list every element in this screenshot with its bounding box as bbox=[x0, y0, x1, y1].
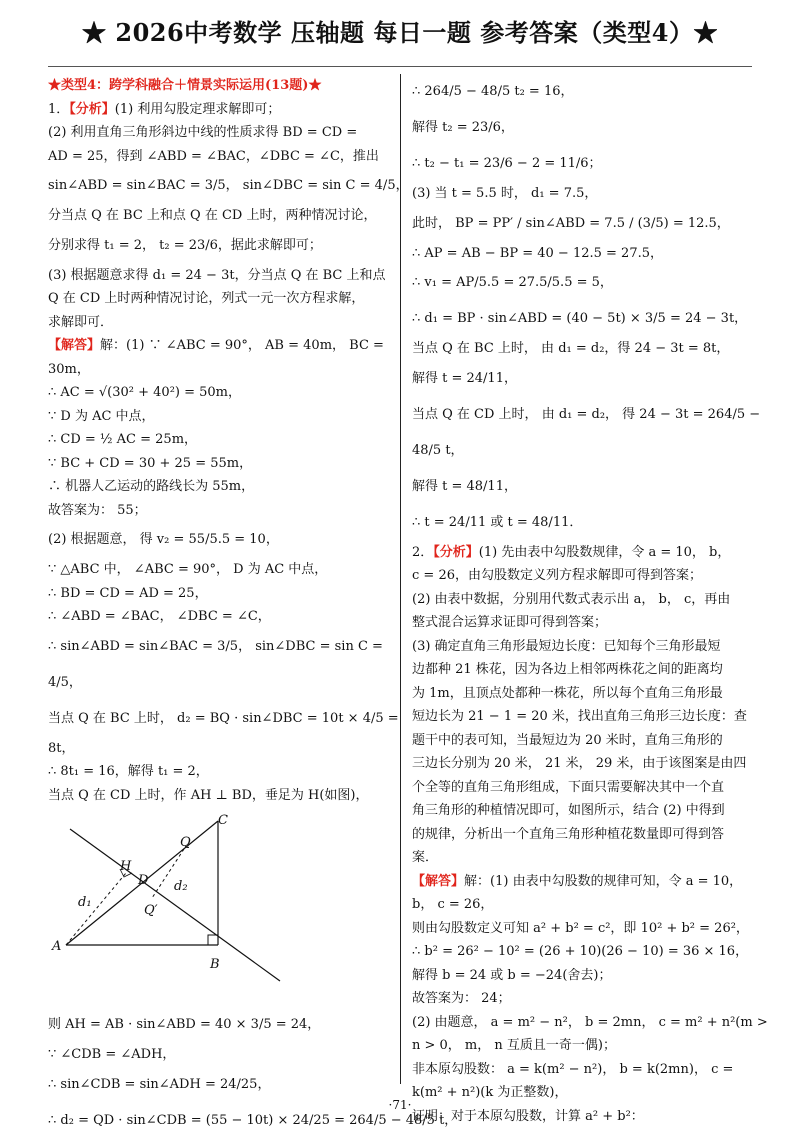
text-line bbox=[48, 737, 390, 761]
text-line bbox=[412, 182, 754, 206]
text-line bbox=[412, 397, 761, 433]
line-text: sin∠ABD = sin∠BAC = 3/5， sin∠DBC = sin C = 4/5， bbox=[48, 178, 409, 193]
column-divider bbox=[400, 74, 401, 1084]
section-tag: 【解答】 bbox=[48, 338, 101, 353]
text-line bbox=[412, 799, 754, 823]
line-text: c = 26，由勾股数定义列方程求解即可得到答案； bbox=[412, 568, 702, 583]
right-lines bbox=[412, 74, 768, 1128]
line-text: 整式混合运算求证即可得到答案； bbox=[412, 615, 608, 630]
line-text: 48/5 t， bbox=[412, 442, 464, 458]
line-text: 案． bbox=[412, 850, 439, 865]
text-line bbox=[412, 1011, 768, 1035]
text-line bbox=[48, 228, 390, 264]
line-text: (3) 确定直角三角形最短边长度：已知每个三角形最短 bbox=[412, 638, 721, 654]
line-text: AD = 25，得到 ∠ABD = ∠BAC，∠DBC = ∠C，推出 bbox=[48, 148, 379, 164]
text-line bbox=[48, 121, 390, 145]
page-number: ·71· bbox=[388, 1098, 412, 1112]
left-lines bbox=[48, 98, 409, 808]
text-line bbox=[48, 522, 390, 558]
section-tag: 【解答】 bbox=[412, 873, 465, 889]
text-line bbox=[48, 499, 390, 523]
label-H: H bbox=[120, 859, 132, 874]
text-line bbox=[412, 206, 754, 242]
text-line bbox=[48, 358, 390, 382]
text-line bbox=[48, 1043, 390, 1067]
text-line bbox=[412, 337, 754, 361]
text-line bbox=[412, 505, 754, 541]
text-line bbox=[412, 74, 754, 110]
header-rule bbox=[48, 66, 752, 67]
line-text: 题干中的表可知，当最短边为 20 米时，直角三角形的 bbox=[412, 732, 723, 748]
triangle-diagram bbox=[48, 807, 390, 1007]
label-D: D bbox=[138, 873, 149, 888]
section-tag: 【分析】 bbox=[433, 544, 479, 560]
line-text: 分当点 Q 在 BC 上和点 Q 在 CD 上时，两种情况讨论， bbox=[48, 208, 377, 223]
line-text: 4/5， bbox=[48, 674, 82, 690]
text-line bbox=[48, 475, 390, 499]
line-text: n > 0， m， n 互质且一奇一偶)； bbox=[412, 1038, 616, 1053]
line-text: 则由勾股数定义可知 a² + b² = c²，即 10² + b² = 26²， bbox=[412, 920, 749, 936]
line-text: 边都种 21 株花，因为各边上相邻两株花之间的距离均 bbox=[412, 662, 723, 677]
text-line bbox=[48, 701, 399, 737]
line-text: ∴ CD = ½ AC = 25m， bbox=[48, 432, 198, 447]
page-title: ★ 2026中考数学 压轴题 每日一题 参考答案（类型4）★ bbox=[82, 18, 718, 47]
section-tag: 【分析】 bbox=[69, 101, 115, 117]
line-text: ∴ ∠ABD = ∠BAC， ∠DBC = ∠C， bbox=[48, 609, 271, 624]
text-line bbox=[48, 760, 390, 784]
label-Q-prime: Q′ bbox=[144, 903, 158, 918]
text-line bbox=[48, 558, 390, 582]
line-text: b， c = 26， bbox=[412, 897, 494, 912]
line-text: 非本原勾股数： a = k(m² − n²)， b = k(2mn)， c = bbox=[412, 1061, 734, 1077]
line-text: 的规律，分析出一个直角三角形种植花数量即可得到答 bbox=[412, 826, 725, 842]
text-line bbox=[412, 469, 754, 505]
text-line bbox=[412, 361, 754, 397]
text-line bbox=[48, 145, 390, 169]
line-text: 分别求得 t₁ = 2， t₂ = 23/6，据此求解即可； bbox=[48, 237, 322, 253]
line-text: 解得 b = 24 或 b = −24(舍去)； bbox=[412, 967, 612, 983]
label-d2: d₂ bbox=[174, 879, 188, 894]
line-text: ∴ AP = AB − BP = 40 − 12.5 = 27.5， bbox=[412, 245, 663, 261]
line-text: 解得 t₂ = 23/6， bbox=[412, 120, 514, 135]
line-text: ∴ t₂ − t₁ = 23/6 − 2 = 11/6； bbox=[412, 156, 602, 171]
line-text: ∵ D 为 AC 中点， bbox=[48, 408, 155, 424]
text-line bbox=[48, 311, 390, 335]
line-text: ∴ BD = CD = AD = 25， bbox=[48, 585, 208, 601]
line-text: 解：(1) ∵ ∠ABC = 90°， AB = 40m， BC = bbox=[100, 338, 384, 353]
label-d1: d₁ bbox=[78, 895, 92, 910]
text-line bbox=[48, 605, 390, 629]
text-line bbox=[412, 870, 754, 894]
text-line bbox=[48, 405, 390, 429]
item-number: 2． bbox=[412, 544, 434, 560]
text-line bbox=[412, 752, 754, 776]
text-line bbox=[412, 823, 754, 847]
text-line bbox=[48, 582, 390, 606]
line-text: 求解即可． bbox=[48, 314, 114, 330]
text-line bbox=[48, 204, 390, 228]
line-text: 故答案为： 55； bbox=[48, 502, 147, 518]
label-C: C bbox=[218, 813, 228, 828]
text-line bbox=[48, 381, 390, 405]
line-text: 当点 Q 在 BC 上时， d₂ = BQ · sin∠DBC = 10t × 4/5 = bbox=[48, 710, 399, 726]
line-text: 则 AH = AB · sin∠ABD = 40 × 3/5 = 24， bbox=[48, 1017, 321, 1032]
text-line bbox=[48, 428, 390, 452]
text-line bbox=[412, 242, 754, 266]
line-text: ∵ △ABC 中， ∠ABC = 90°， D 为 AC 中点， bbox=[48, 562, 328, 577]
text-line bbox=[412, 541, 754, 565]
text-line bbox=[48, 168, 409, 204]
text-line bbox=[48, 1007, 390, 1043]
line-text: ∴ d₂ = QD · sin∠CDB = (55 − 10t) × 24/25 = 264/5 − 48/5 t， bbox=[48, 1112, 458, 1128]
line-text: (1) 利用勾股定理求解即可； bbox=[114, 101, 281, 117]
text-line bbox=[412, 433, 754, 469]
line-text: ∴ t = 24/11 或 t = 48/11． bbox=[412, 514, 583, 530]
text-line bbox=[48, 784, 390, 808]
line-text: 8t， bbox=[48, 740, 75, 756]
text-line bbox=[412, 658, 754, 682]
text-line bbox=[412, 729, 754, 753]
text-line bbox=[48, 629, 390, 665]
line-text: 当点 Q 在 CD 上时，作 AH ⊥ BD，垂足为 H(如图)， bbox=[48, 787, 369, 803]
line-text: (3) 当 t = 5.5 时， d₁ = 7.5， bbox=[412, 186, 598, 201]
line-text: 短边长为 21 − 1 = 20 米，找出直角三角形三边长度：查 bbox=[412, 709, 747, 724]
line-text: (2) 由表中数据，分别用代数式表示出 a， b， c，再由 bbox=[412, 591, 731, 607]
text-line bbox=[48, 334, 390, 358]
line-text: 三边长分别为 20 米， 21 米， 29 米，由于该图案是由四 bbox=[412, 756, 747, 771]
line-text: 角三角形的种植情况即可，如图所示，结合 (2) 中得到 bbox=[412, 803, 725, 818]
line-text: 此时， BP = PP′ / sin∠ABD = 7.5 / (3/5) = 12.5， bbox=[412, 215, 730, 231]
text-line bbox=[412, 1034, 754, 1058]
section-title: ★类型4：跨学科融合＋情景实际运用(13题)★ bbox=[48, 78, 322, 93]
line-text: ∴ AC = √(30² + 40²) = 50m， bbox=[48, 385, 242, 400]
text-line bbox=[412, 611, 754, 635]
label-Q: Q bbox=[180, 835, 191, 850]
line-text: ∴ b² = 26² − 10² = (26 + 10)(26 − 10) = 36 × 16， bbox=[412, 944, 749, 959]
text-line bbox=[412, 110, 754, 146]
item-number: 1． bbox=[48, 101, 70, 117]
line-text: ∵ ∠CDB = ∠ADH， bbox=[48, 1047, 176, 1062]
text-line bbox=[412, 705, 754, 729]
text-line bbox=[412, 301, 754, 337]
line-text: ∴ 8t₁ = 16，解得 t₁ = 2， bbox=[48, 764, 209, 779]
text-line bbox=[412, 635, 754, 659]
text-line bbox=[412, 893, 754, 917]
text-line bbox=[412, 940, 754, 964]
line-text: (3) 根据题意求得 d₁ = 24 − 3t，分当点 Q 在 BC 上和点 bbox=[48, 267, 386, 283]
line-text: (1) 先由表中勾股数规律，令 a = 10， b， bbox=[478, 544, 731, 560]
line-text: (2) 由题意， a = m² − n²， b = 2mn， c = m² + n²(m > bbox=[412, 1014, 768, 1030]
line-text: 解得 t = 48/11， bbox=[412, 478, 517, 494]
text-line bbox=[412, 564, 754, 588]
text-line bbox=[412, 917, 754, 941]
line-text: (2) 利用直角三角形斜边中线的性质求得 BD = CD = bbox=[48, 125, 358, 140]
text-line bbox=[412, 1058, 754, 1082]
text-line bbox=[48, 264, 390, 288]
text-line bbox=[412, 588, 754, 612]
line-text: 证明：对于本原勾股数，计算 a² + b²： bbox=[412, 1108, 644, 1124]
line-text: 为 1m，且顶点处都种一株花，所以每个直角三角形最 bbox=[412, 685, 723, 701]
line-text: ∴ 264/5 − 48/5 t₂ = 16， bbox=[412, 84, 574, 99]
line-text: ∴ d₁ = BP · sin∠ABD = (40 − 5t) × 3/5 = 24 − 3t， bbox=[412, 311, 748, 326]
line-text: ∴ v₁ = AP/5.5 = 27.5/5.5 = 5， bbox=[412, 275, 613, 290]
line-text: ∴ sin∠CDB = sin∠ADH = 24/25， bbox=[48, 1076, 271, 1092]
text-line bbox=[48, 665, 390, 701]
right-column bbox=[412, 74, 768, 1128]
text-line bbox=[412, 682, 754, 706]
line-text: ∵ BC + CD = 30 + 25 = 55m， bbox=[48, 455, 253, 471]
text-line bbox=[48, 452, 390, 476]
line-text: Q 在 CD 上时两种情况讨论，列式一元一次方程求解， bbox=[48, 291, 365, 306]
label-B: B bbox=[210, 957, 220, 972]
text-line bbox=[412, 776, 754, 800]
label-A: A bbox=[52, 939, 62, 954]
text-line bbox=[412, 146, 754, 182]
line-text: 解：(1) 由表中勾股数的规律可知，令 a = 10， bbox=[464, 873, 743, 889]
text-line bbox=[412, 964, 754, 988]
text-line bbox=[48, 98, 390, 122]
geometry-figure bbox=[48, 807, 390, 1007]
text-line bbox=[48, 287, 390, 311]
line-text: 当点 Q 在 CD 上时， 由 d₁ = d₂， 得 24 − 3t = 264/5 − bbox=[412, 406, 761, 422]
line-text: 个全等的直角三角形组成，下面只需要解决其中一个直 bbox=[412, 779, 725, 795]
line-text: 当点 Q 在 BC 上时， 由 d₁ = d₂，得 24 − 3t = 8t， bbox=[412, 341, 730, 356]
text-line bbox=[412, 987, 754, 1011]
line-text: 故答案为： 24； bbox=[412, 991, 511, 1006]
line-text: ∴ sin∠ABD = sin∠BAC = 3/5， sin∠DBC = sin C = bbox=[48, 638, 383, 654]
line-text: (2) 根据题意， 得 v₂ = 55/5.5 = 10， bbox=[48, 532, 279, 547]
line-text: ∴ 机器人乙运动的路线长为 55m， bbox=[48, 479, 255, 494]
line-text: k(m² + n²)(k 为正整数)， bbox=[412, 1085, 568, 1100]
text-line bbox=[412, 265, 754, 301]
text-line bbox=[412, 846, 754, 870]
line-text: 30m， bbox=[48, 361, 90, 377]
line-text: 解得 t = 24/11， bbox=[412, 370, 517, 386]
